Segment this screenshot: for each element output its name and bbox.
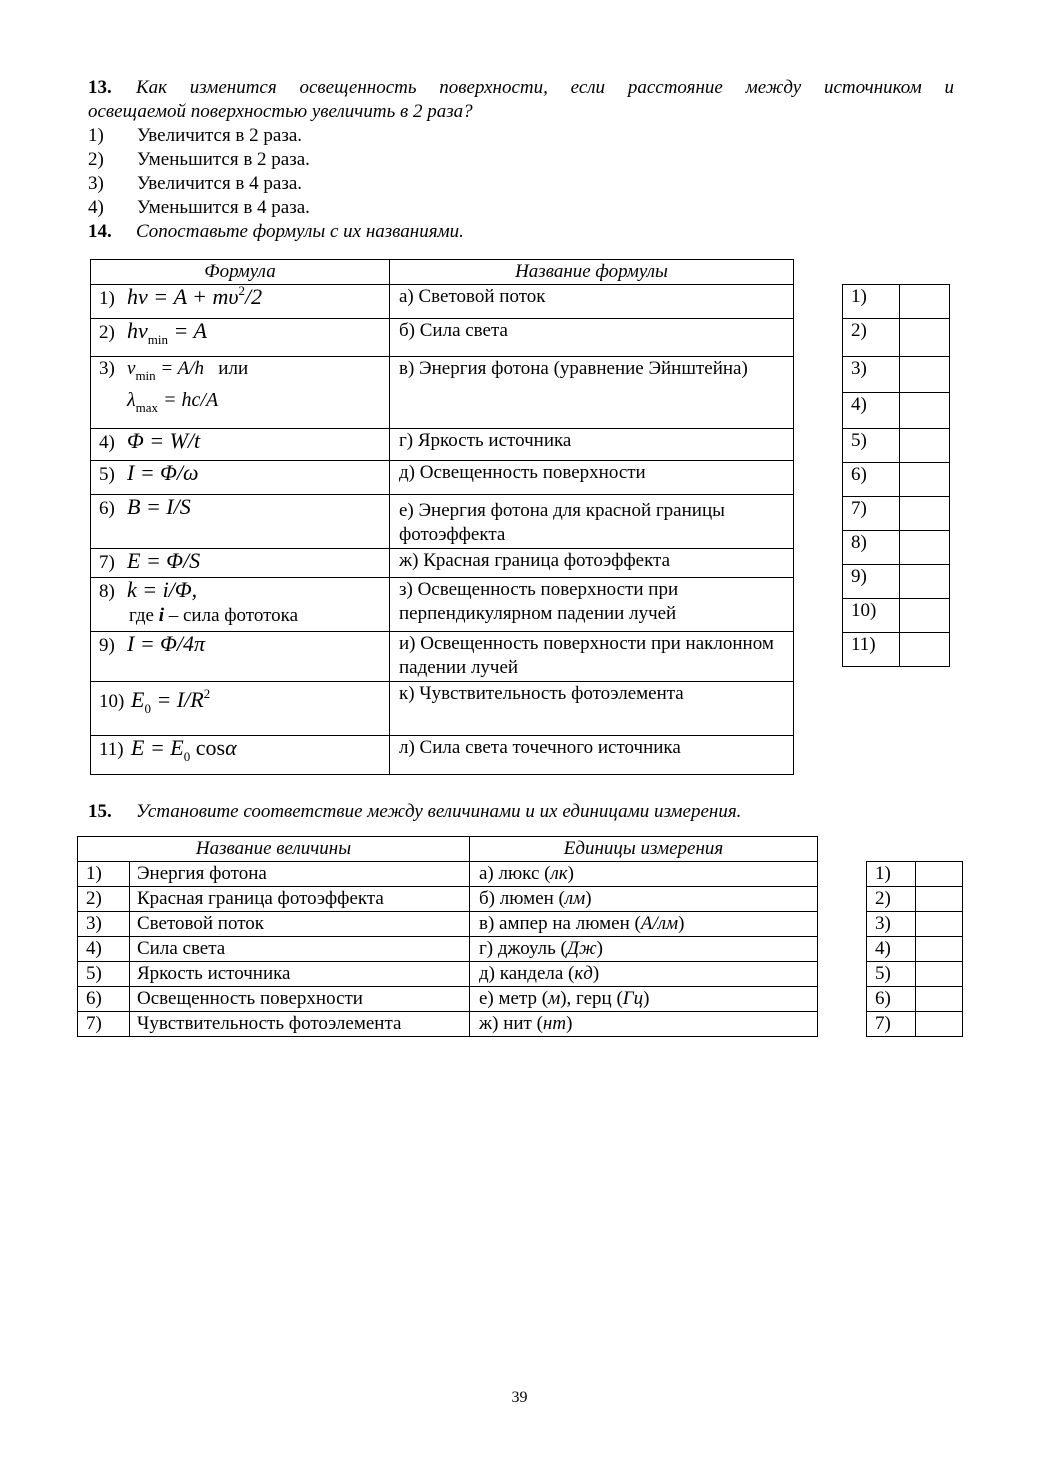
answer-label: 5) xyxy=(867,962,916,987)
formula-cell: 2) $h\nu_{min} = A$ xyxy=(91,319,390,357)
answer-label: 7) xyxy=(867,1012,916,1037)
formula-cell: 4) Φ = W/t xyxy=(91,429,390,461)
answer-cell[interactable] xyxy=(900,565,950,599)
answer-cell[interactable] xyxy=(900,357,950,393)
table-row xyxy=(91,632,794,682)
formula-name: б) Сила света xyxy=(390,319,794,357)
answer-cell[interactable] xyxy=(900,429,950,463)
formula-6: B = I/S xyxy=(127,494,191,519)
answer-label: 3) xyxy=(843,357,900,393)
formula-11: $E = E_0$ cosα xyxy=(131,735,237,764)
unit-cell: в) ампер на люмен (А/лм) xyxy=(470,912,818,937)
unit-cell: б) люмен (лм) xyxy=(470,887,818,912)
header-formula-name: Название формулы xyxy=(390,260,794,285)
formula-1: $h\nu = A + m\upsilon^2/2$ xyxy=(127,283,263,309)
unit-cell: г) джоуль (Дж) xyxy=(470,937,818,962)
answer-label: 3) xyxy=(867,912,916,937)
q15-answer-grid xyxy=(866,861,963,1037)
answer-cell[interactable] xyxy=(900,463,950,497)
q13-option: 3) Увеличится в 4 раза. xyxy=(88,173,303,194)
answer-label: 8) xyxy=(843,531,900,565)
table-row xyxy=(91,285,794,319)
answer-cell[interactable] xyxy=(916,1012,963,1037)
header-formula: Формула xyxy=(91,260,390,285)
q14-text: 14. Сопоставьте формулы с их названиями. xyxy=(88,221,464,242)
formula-9: I = Φ/4π xyxy=(127,631,206,656)
formula-cell: 6) B = I/S xyxy=(91,495,390,549)
table-row xyxy=(91,549,794,578)
answer-label: 4) xyxy=(843,393,900,429)
q13-number: 13. xyxy=(88,77,112,98)
q15-number: 15. xyxy=(88,801,112,822)
answer-label: 6) xyxy=(867,987,916,1012)
answer-label: 7) xyxy=(843,497,900,531)
answer-label: 10) xyxy=(843,599,900,633)
answer-label: 2) xyxy=(843,319,900,357)
formula-cell: 8) k = i/Φ, где i – сила фототока xyxy=(91,578,390,632)
formula-4: Φ = W/t xyxy=(127,428,201,453)
answer-label: 1) xyxy=(867,862,916,887)
q15-units-table xyxy=(77,836,818,1037)
table-row: 7) Чувствительность фотоэлемента ж) нит (нт) xyxy=(78,1012,818,1037)
answer-cell[interactable] xyxy=(900,599,950,633)
table-row: 1) Энергия фотона а) люкс (лк) xyxy=(78,862,818,887)
formula-name: л) Сила света точечного источника xyxy=(390,736,794,775)
formula-name: к) Чувствительность фотоэлемента xyxy=(390,682,794,736)
table-row: 5) Яркость источника д) кандела (кд) xyxy=(78,962,818,987)
answer-label: 6) xyxy=(843,463,900,497)
table-row xyxy=(91,461,794,495)
formula-5: I = Φ/ω xyxy=(127,460,199,485)
formula-10: $E_0 = I/R^2$ xyxy=(131,686,211,716)
formula-name: е) Энергия фотона для красной границы фотоэффекта xyxy=(390,495,794,549)
table-row xyxy=(91,736,794,775)
answer-cell[interactable] xyxy=(900,633,950,667)
formula-cell: 9) I = Φ/4π xyxy=(91,632,390,682)
answer-cell[interactable] xyxy=(900,319,950,357)
formula-name: и) Освещенность поверхности при наклонном падении лучей xyxy=(390,632,794,682)
answer-cell[interactable] xyxy=(900,285,950,319)
table-row xyxy=(91,578,794,632)
table-row: 3) Световой поток в) ампер на люмен (А/лм) xyxy=(78,912,818,937)
table-row: 6) Освещенность поверхности е) метр (м), герц (Гц) xyxy=(78,987,818,1012)
formula-cell: 3) $\nu_{min} = A/h$ или $\lambda_{max} = hc/A$ xyxy=(91,357,390,429)
table-row xyxy=(91,682,794,736)
answer-cell[interactable] xyxy=(916,862,963,887)
q14-answer-grid xyxy=(842,284,950,667)
formula-2: $h\nu_{min} = A$ xyxy=(127,318,207,347)
unit-cell: а) люкс (лк) xyxy=(470,862,818,887)
header-units: Единицы измерения xyxy=(470,837,818,862)
answer-cell[interactable] xyxy=(916,962,963,987)
answer-label: 2) xyxy=(867,887,916,912)
answer-cell[interactable] xyxy=(900,497,950,531)
table-row xyxy=(91,357,794,429)
formula-cell: 5) I = Φ/ω xyxy=(91,461,390,495)
formula-8: k = i/Φ, xyxy=(127,577,198,602)
answer-label: 4) xyxy=(867,937,916,962)
formula-cell: 10) $E_0 = I/R^2$ xyxy=(91,682,390,736)
formula-cell: 7) E = Φ/S xyxy=(91,549,390,578)
formula-name: а) Световой поток xyxy=(390,285,794,319)
table-row xyxy=(91,495,794,549)
answer-label: 5) xyxy=(843,429,900,463)
header-quantity-name: Название величины xyxy=(78,837,470,862)
q13-option: 2) Уменьшится в 2 раза. xyxy=(88,149,310,170)
formula-cell: 1) $h\nu = A + m\upsilon^2/2$ xyxy=(91,285,390,319)
formula-3a: $\nu_{min} = A/h$ xyxy=(127,358,205,383)
q15-text: 15. Установите соответствие между величинами и их единицами измерения. xyxy=(88,801,742,822)
formula-name: д) Освещенность поверхности xyxy=(390,461,794,495)
q14-formula-table xyxy=(90,259,794,775)
q14-number: 14. xyxy=(88,221,112,242)
page-number: 39 xyxy=(511,1389,528,1406)
formula-name: ж) Красная граница фотоэффекта xyxy=(390,549,794,578)
table-row xyxy=(91,319,794,357)
table-row: 4) Сила света г) джоуль (Дж) xyxy=(78,937,818,962)
answer-cell[interactable] xyxy=(900,393,950,429)
formula-name: г) Яркость источника xyxy=(390,429,794,461)
unit-cell: е) метр (м), герц (Гц) xyxy=(470,987,818,1012)
formula-name: з) Освещенность поверхности при перпендикулярном падении лучей xyxy=(390,578,794,632)
answer-cell[interactable] xyxy=(916,937,963,962)
q13-text-line2: освещаемой поверхностью увеличить в 2 раза? xyxy=(88,101,473,122)
answer-label: 11) xyxy=(843,633,900,667)
answer-cell[interactable] xyxy=(916,887,963,912)
formula-7: E = Φ/S xyxy=(127,548,201,573)
table-row: 2) Красная граница фотоэффекта б) люмен (лм) xyxy=(78,887,818,912)
formula-cell: 11) $E = E_0$ cosα xyxy=(91,736,390,775)
unit-cell: ж) нит (нт) xyxy=(470,1012,818,1037)
unit-cell: д) кандела (кд) xyxy=(470,962,818,987)
answer-cell[interactable] xyxy=(916,912,963,937)
formula-3b: $\lambda_{max} = hc/A$ xyxy=(127,389,219,415)
q13-text-line1: 13. Как изменится освещенность поверхности, если расстояние между источником и xyxy=(88,77,954,98)
q13-option: 4) Уменьшится в 4 раза. xyxy=(88,197,310,218)
answer-cell[interactable] xyxy=(900,531,950,565)
answer-label: 1) xyxy=(843,285,900,319)
q13-option: 1) Увеличится в 2 раза. xyxy=(88,125,303,146)
answer-label: 9) xyxy=(843,565,900,599)
formula-name: в) Энергия фотона (уравнение Эйнштейна) xyxy=(390,357,794,429)
answer-cell[interactable] xyxy=(916,987,963,1012)
table-row xyxy=(91,429,794,461)
